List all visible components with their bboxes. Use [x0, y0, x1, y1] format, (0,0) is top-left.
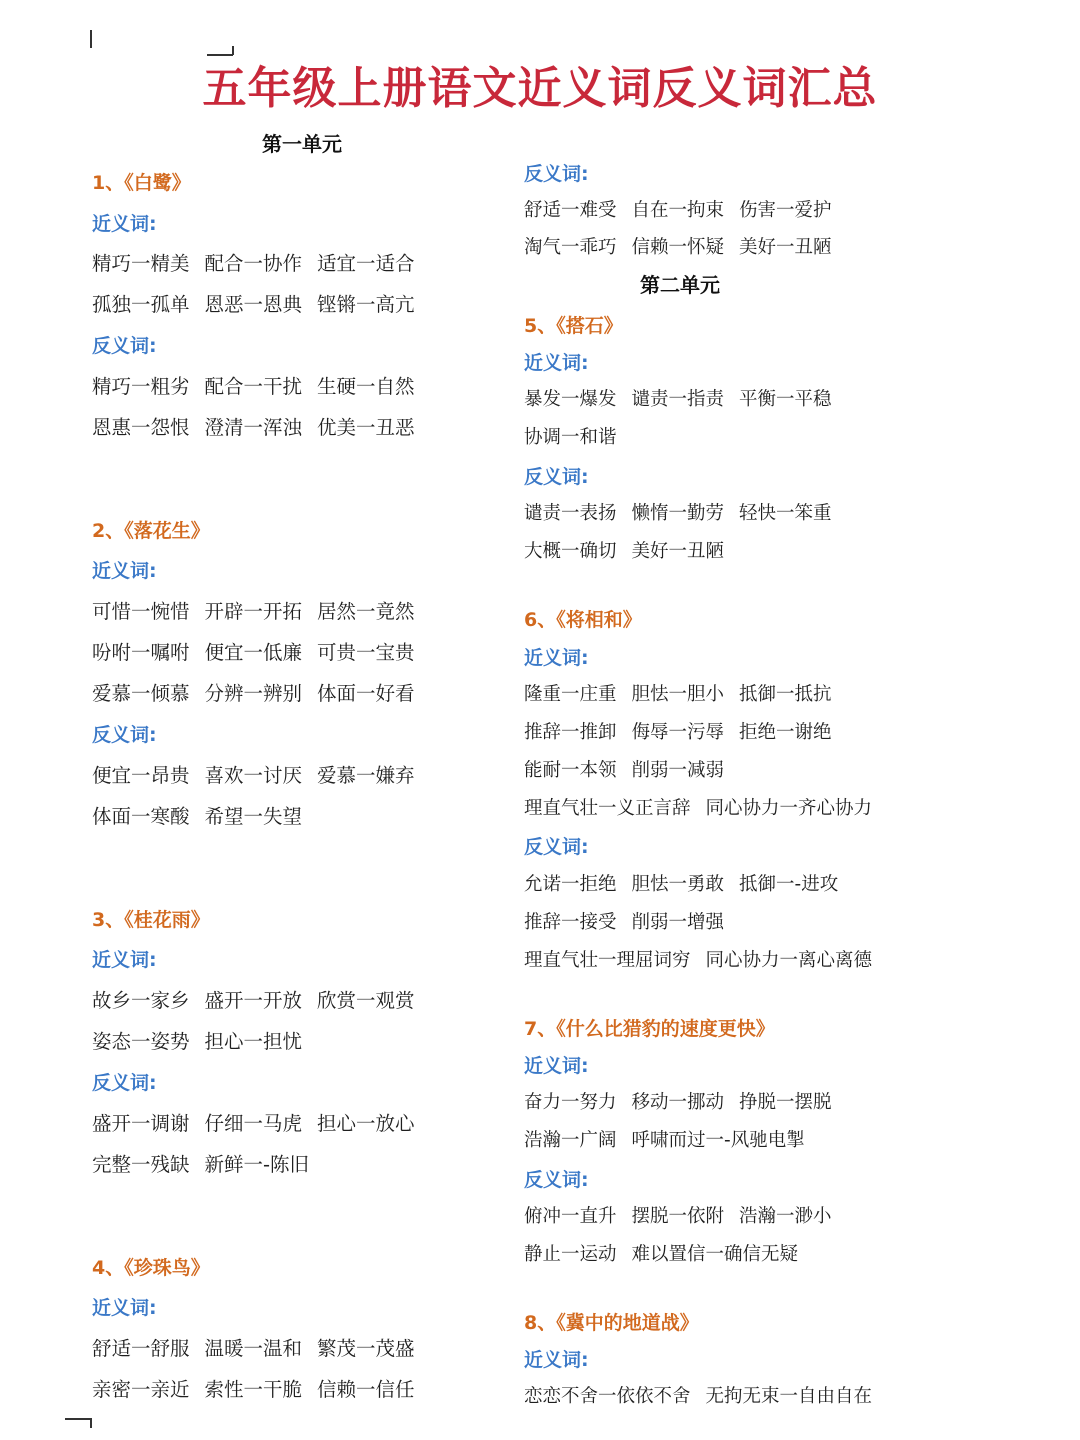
word-pair-row — [92, 637, 415, 665]
lesson-heading: 7、《什么比猎豹的速度更快》 — [524, 1018, 775, 1040]
word-pair-row — [92, 248, 415, 276]
word-pair-row — [524, 1240, 798, 1266]
word-pair: 同心协力一离心离德 — [705, 950, 873, 971]
synonym-label: 近义词: — [524, 647, 589, 669]
word-pair: 亲密一亲近 — [92, 1378, 190, 1401]
word-pair: 轻快一笨重 — [739, 503, 832, 524]
word-pair: 繁茂一茂盛 — [317, 1337, 415, 1360]
word-pair-row — [92, 412, 415, 440]
word-pair: 协调一和谐 — [524, 427, 617, 448]
word-pair: 恋恋不舍一依依不舍 — [524, 1386, 691, 1407]
word-pair: 新鲜一-陈旧 — [204, 1153, 310, 1176]
word-pair: 理直气壮一理屈词穷 — [524, 950, 691, 971]
lesson-heading: 2、《落花生》 — [92, 520, 210, 542]
word-pair-row — [92, 1108, 415, 1136]
word-pair: 能耐一本领 — [524, 760, 617, 781]
word-pair-row — [92, 678, 415, 706]
word-pair-row — [524, 1126, 805, 1152]
word-pair-row — [524, 908, 724, 934]
word-pair: 淘气一乖巧 — [524, 237, 617, 258]
word-pair: 难以置信一确信无疑 — [631, 1244, 799, 1265]
word-pair: 盛开一开放 — [204, 989, 303, 1012]
word-pair-row — [524, 233, 832, 259]
antonym-label: 反义词: — [92, 724, 157, 746]
antonym-label: 反义词: — [524, 836, 589, 858]
crop-mark — [65, 1418, 91, 1420]
unit-heading: 第一单元 — [262, 132, 342, 156]
word-pair-row — [92, 1333, 415, 1361]
word-pair: 体面一寒酸 — [92, 805, 190, 828]
word-pair: 生硬一自然 — [317, 375, 415, 398]
word-pair: 谴责一表扬 — [524, 503, 617, 524]
word-pair: 同心协力一齐心协力 — [705, 798, 873, 819]
word-pair: 舒适一舒服 — [92, 1337, 190, 1360]
word-pair: 平衡一平稳 — [739, 389, 832, 410]
antonym-label: 反义词: — [92, 335, 157, 357]
lesson-heading: 3、《桂花雨》 — [92, 909, 210, 931]
synonym-label: 近义词: — [524, 1055, 589, 1077]
word-pair: 欣赏一观赏 — [317, 989, 415, 1012]
synonym-label: 近义词: — [92, 213, 157, 235]
lesson-heading: 4、《珍珠鸟》 — [92, 1257, 210, 1279]
antonym-label: 反义词: — [524, 466, 589, 488]
unit-heading: 第二单元 — [640, 273, 720, 297]
word-pair: 理直气壮一义正言辞 — [524, 798, 691, 819]
word-pair: 担心一放心 — [317, 1112, 415, 1135]
word-pair: 喜欢一讨厌 — [204, 764, 303, 787]
word-pair: 精巧一精美 — [92, 252, 190, 275]
word-pair-row — [524, 537, 724, 563]
word-pair-row — [524, 499, 832, 525]
word-pair-row — [92, 289, 415, 317]
word-pair-row — [524, 1382, 872, 1408]
word-pair: 完整一残缺 — [92, 1153, 190, 1176]
word-pair: 可贵一宝贵 — [317, 641, 415, 664]
word-pair: 澄清一浑浊 — [204, 416, 303, 439]
word-pair: 舒适一难受 — [524, 200, 617, 221]
word-pair: 自在一拘束 — [631, 200, 725, 221]
word-pair: 可惜一惋惜 — [92, 600, 190, 623]
word-pair: 信赖一信任 — [317, 1378, 415, 1401]
word-pair-row — [524, 718, 832, 744]
synonym-label: 近义词: — [524, 352, 589, 374]
word-pair-row — [92, 1026, 302, 1054]
word-pair: 恩惠一怨恨 — [92, 416, 190, 439]
word-pair: 呼啸而过一-风驰电掣 — [631, 1130, 805, 1151]
word-pair: 胆怯一胆小 — [631, 684, 725, 705]
word-pair-row — [92, 801, 302, 829]
word-pair-row — [524, 870, 838, 896]
word-pair: 铿锵一高亢 — [317, 293, 415, 316]
word-pair: 推辞一推卸 — [524, 722, 617, 743]
synonym-label: 近义词: — [92, 1297, 157, 1319]
word-pair: 大概一确切 — [524, 541, 617, 562]
word-pair-row — [524, 1202, 832, 1228]
word-pair: 体面一好看 — [317, 682, 415, 705]
word-pair: 俯冲一直升 — [524, 1206, 617, 1227]
word-pair: 姿态一姿势 — [92, 1030, 190, 1053]
word-pair: 挣脱一摆脱 — [739, 1092, 832, 1113]
word-pair: 无拘无束一自由自在 — [705, 1386, 873, 1407]
word-pair: 推辞一接受 — [524, 912, 617, 933]
left-column — [92, 0, 532, 1440]
word-pair: 精巧一粗劣 — [92, 375, 190, 398]
word-pair: 摆脱一依附 — [631, 1206, 725, 1227]
antonym-label: 反义词: — [524, 1169, 589, 1191]
word-pair: 优美一丑恶 — [317, 416, 415, 439]
word-pair: 美好一丑陋 — [739, 237, 832, 258]
word-pair: 担心一担忧 — [204, 1030, 303, 1053]
word-pair: 伤害一爱护 — [739, 200, 832, 221]
word-pair: 便宜一昂贵 — [92, 764, 190, 787]
word-pair: 希望一失望 — [204, 805, 303, 828]
word-pair: 分辨一辨别 — [204, 682, 303, 705]
word-pair: 隆重一庄重 — [524, 684, 617, 705]
synonym-label: 近义词: — [92, 949, 157, 971]
word-pair: 削弱一减弱 — [631, 760, 725, 781]
word-pair: 胆怯一勇敢 — [631, 874, 725, 895]
word-pair: 暴发一爆发 — [524, 389, 617, 410]
word-pair: 抵御一-进攻 — [739, 874, 839, 895]
word-pair: 孤独一孤单 — [92, 293, 190, 316]
word-pair: 奋力一努力 — [524, 1092, 617, 1113]
word-pair: 开辟一开拓 — [204, 600, 303, 623]
word-pair-row — [524, 794, 872, 820]
word-pair: 爱慕一嫌弃 — [317, 764, 415, 787]
word-pair-row — [524, 196, 832, 222]
word-pair: 适宜一适合 — [317, 252, 415, 275]
word-pair: 移动一挪动 — [631, 1092, 725, 1113]
word-pair: 居然一竟然 — [317, 600, 415, 623]
word-pair: 懒惰一勤劳 — [631, 503, 725, 524]
word-pair: 索性一干脆 — [204, 1378, 303, 1401]
word-pair: 侮辱一污辱 — [631, 722, 725, 743]
word-pair-row — [524, 946, 872, 972]
word-pair-row — [524, 680, 832, 706]
word-pair: 恩恶一恩典 — [204, 293, 303, 316]
word-pair-row — [92, 1374, 415, 1402]
lesson-heading: 8、《冀中的地道战》 — [524, 1312, 699, 1334]
word-pair-row — [524, 423, 617, 449]
word-pair-row — [92, 760, 415, 788]
word-pair: 配合一干扰 — [204, 375, 303, 398]
word-pair: 故乡一家乡 — [92, 989, 190, 1012]
word-pair: 爱慕一倾慕 — [92, 682, 190, 705]
antonym-label: 反义词: — [524, 163, 589, 185]
antonym-label: 反义词: — [92, 1072, 157, 1094]
word-pair: 拒绝一谢绝 — [739, 722, 832, 743]
word-pair-row — [524, 385, 832, 411]
word-pair-row — [92, 596, 415, 624]
word-pair: 配合一协作 — [204, 252, 303, 275]
word-pair: 削弱一增强 — [631, 912, 725, 933]
word-pair-row — [92, 371, 415, 399]
lesson-heading: 1、《白鹭》 — [92, 172, 191, 194]
word-pair: 静止一运动 — [524, 1244, 617, 1265]
word-pair: 吩咐一嘱咐 — [92, 641, 190, 664]
word-pair-row — [524, 1088, 832, 1114]
lesson-heading: 6、《将相和》 — [524, 609, 642, 631]
word-pair: 温暖一温和 — [204, 1337, 303, 1360]
word-pair: 浩瀚一广阔 — [524, 1130, 617, 1151]
word-pair-row — [92, 1149, 309, 1177]
synonym-label: 近义词: — [524, 1349, 589, 1371]
word-pair: 仔细一马虎 — [204, 1112, 303, 1135]
word-pair: 浩瀚一渺小 — [739, 1206, 832, 1227]
right-column — [524, 0, 1064, 1440]
word-pair: 允诺一拒绝 — [524, 874, 617, 895]
word-pair-row — [92, 985, 415, 1013]
word-pair: 美好一丑陋 — [631, 541, 725, 562]
word-pair-row — [524, 756, 724, 782]
word-pair: 谴责一指责 — [631, 389, 725, 410]
word-pair: 便宜一低廉 — [204, 641, 303, 664]
word-pair: 信赖一怀疑 — [631, 237, 725, 258]
word-pair: 盛开一调谢 — [92, 1112, 190, 1135]
lesson-heading: 5、《搭石》 — [524, 315, 623, 337]
page-title: 五年级上册语文近义词反义词汇总 — [202, 63, 878, 114]
synonym-label: 近义词: — [92, 560, 157, 582]
word-pair: 抵御一抵抗 — [739, 684, 832, 705]
